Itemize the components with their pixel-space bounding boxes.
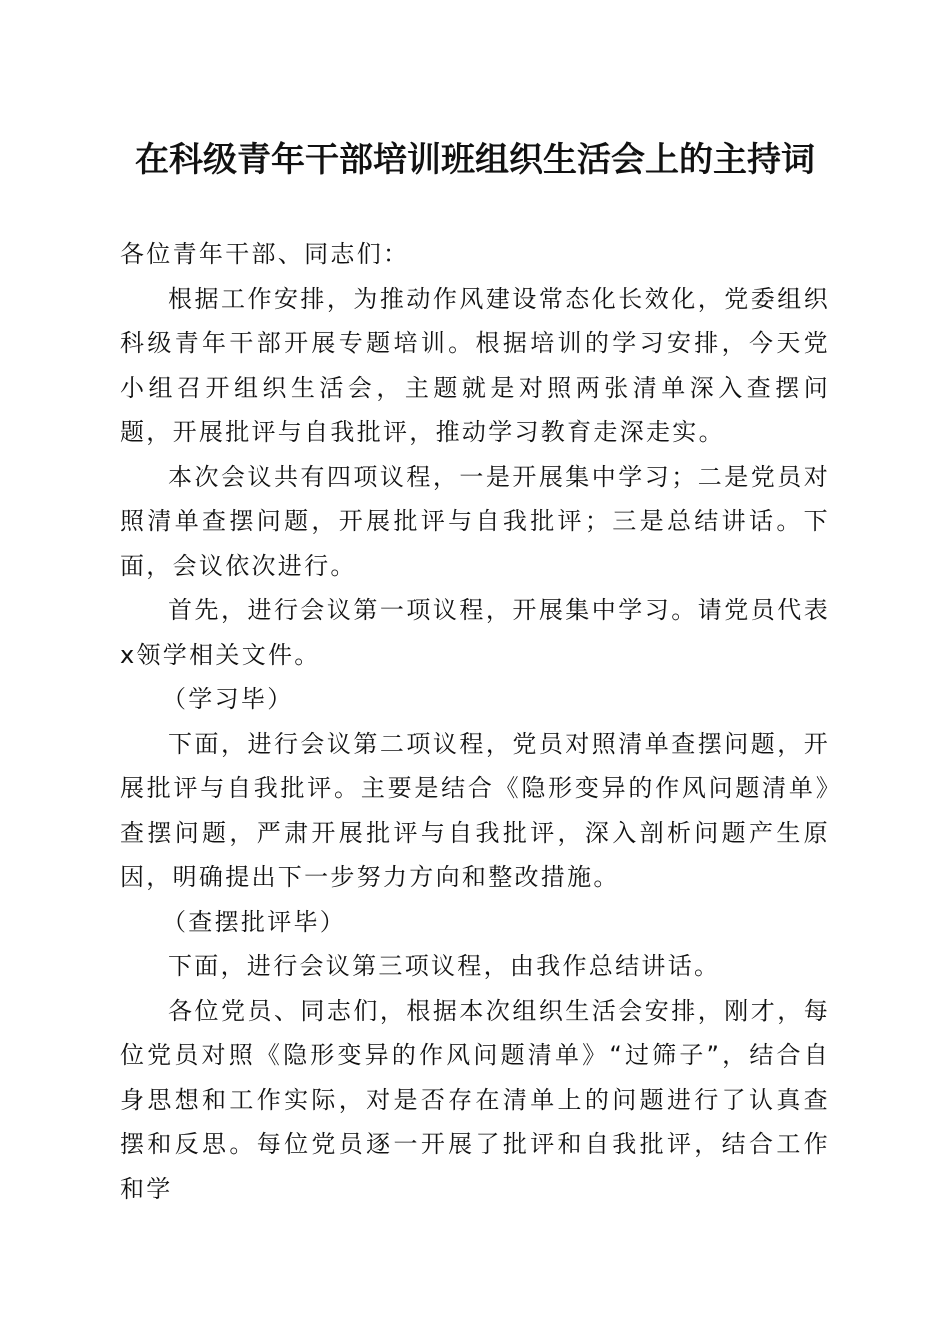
paragraph-summary: 各位党员、同志们，根据本次组织生活会安排，刚才，每位党员对照《隐形变异的作风问题清单》“过筛子”，结合自身思想和工作实际，对是否存在清单上的问题进行了认真查摆和反思。每位党员逐一开展了批评和自我批评，结合工作和学 — [120, 996, 830, 1203]
paragraph-agenda: 本次会议共有四项议程，一是开展集中学习；二是党员对照清单查摆问题，开展批评与自我批评；三是总结讲话。下面，会议依次进行。 — [120, 462, 830, 580]
greeting: 各位青年干部、同志们： — [120, 240, 410, 268]
document-title: 在科级青年干部培训班组织生活会上的主持词 — [135, 140, 815, 180]
stage-note-study-done: （学习毕） — [162, 685, 294, 713]
paragraph-agenda-item-3: 下面，进行会议第三项议程，由我作总结讲话。 — [168, 952, 721, 980]
paragraph-agenda-item-2: 下面，进行会议第二项议程，党员对照清单查摆问题，开展批评与自我批评。主要是结合《隐形变异的作风问题清单》查摆问题，严肃开展批评与自我批评，深入剖析问题产生原因，明确提出下一步努力方向和整改措施。 — [120, 729, 830, 891]
document-body — [120, 232, 830, 1211]
stage-note-criticism-done: （查摆批评毕） — [162, 907, 347, 936]
paragraph-background: 根据工作安排，为推动作风建设常态化长效化，党委组织科级青年干部开展专题培训。根据培训的学习安排，今天党小组召开组织生活会，主题就是对照两张清单深入查摆问题，开展批评与自我批评，推动学习教育走深走实。 — [120, 284, 830, 446]
paragraph-agenda-item-1: 首先，进行会议第一项议程，开展集中学习。请党员代表x领学相关文件。 — [120, 596, 830, 669]
